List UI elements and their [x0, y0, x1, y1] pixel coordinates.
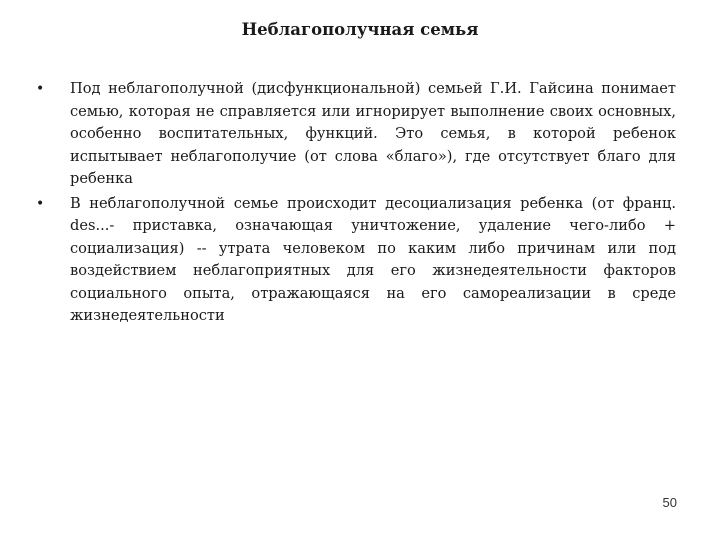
page-number: 50: [662, 495, 677, 510]
bullet-icon: •: [36, 195, 45, 212]
slide-title: Неблагополучная семья: [241, 20, 479, 39]
list-item: [36, 78, 676, 191]
bullet-icon: •: [36, 81, 45, 97]
bullet-text: Под неблагополучной (дисфункциональной) семьей Г.И. Гайсина понимает семью, которая не справляется или игнорирует выполнение своих основных, особенно воспитательных, функций. Это семья, в которой ребенок испытывает неблагополучие (от слова «благо»), где отсутствует благо для ребенка: [70, 80, 676, 187]
bullet-list: [36, 78, 676, 330]
list-item: [36, 193, 676, 328]
bullet-text: В неблагополучной семье происходит десоциализация ребенка (от франц. des...- приставка, означающая уничтожение, удаление чего-либо + социализация) -- утрата человеком по каким либо причинам или под воздействием неблагоприятных для его жизнедеятельности факторов социального опыта, отражающаяся на его самореализации в среде жизнедеятельности: [70, 194, 676, 324]
